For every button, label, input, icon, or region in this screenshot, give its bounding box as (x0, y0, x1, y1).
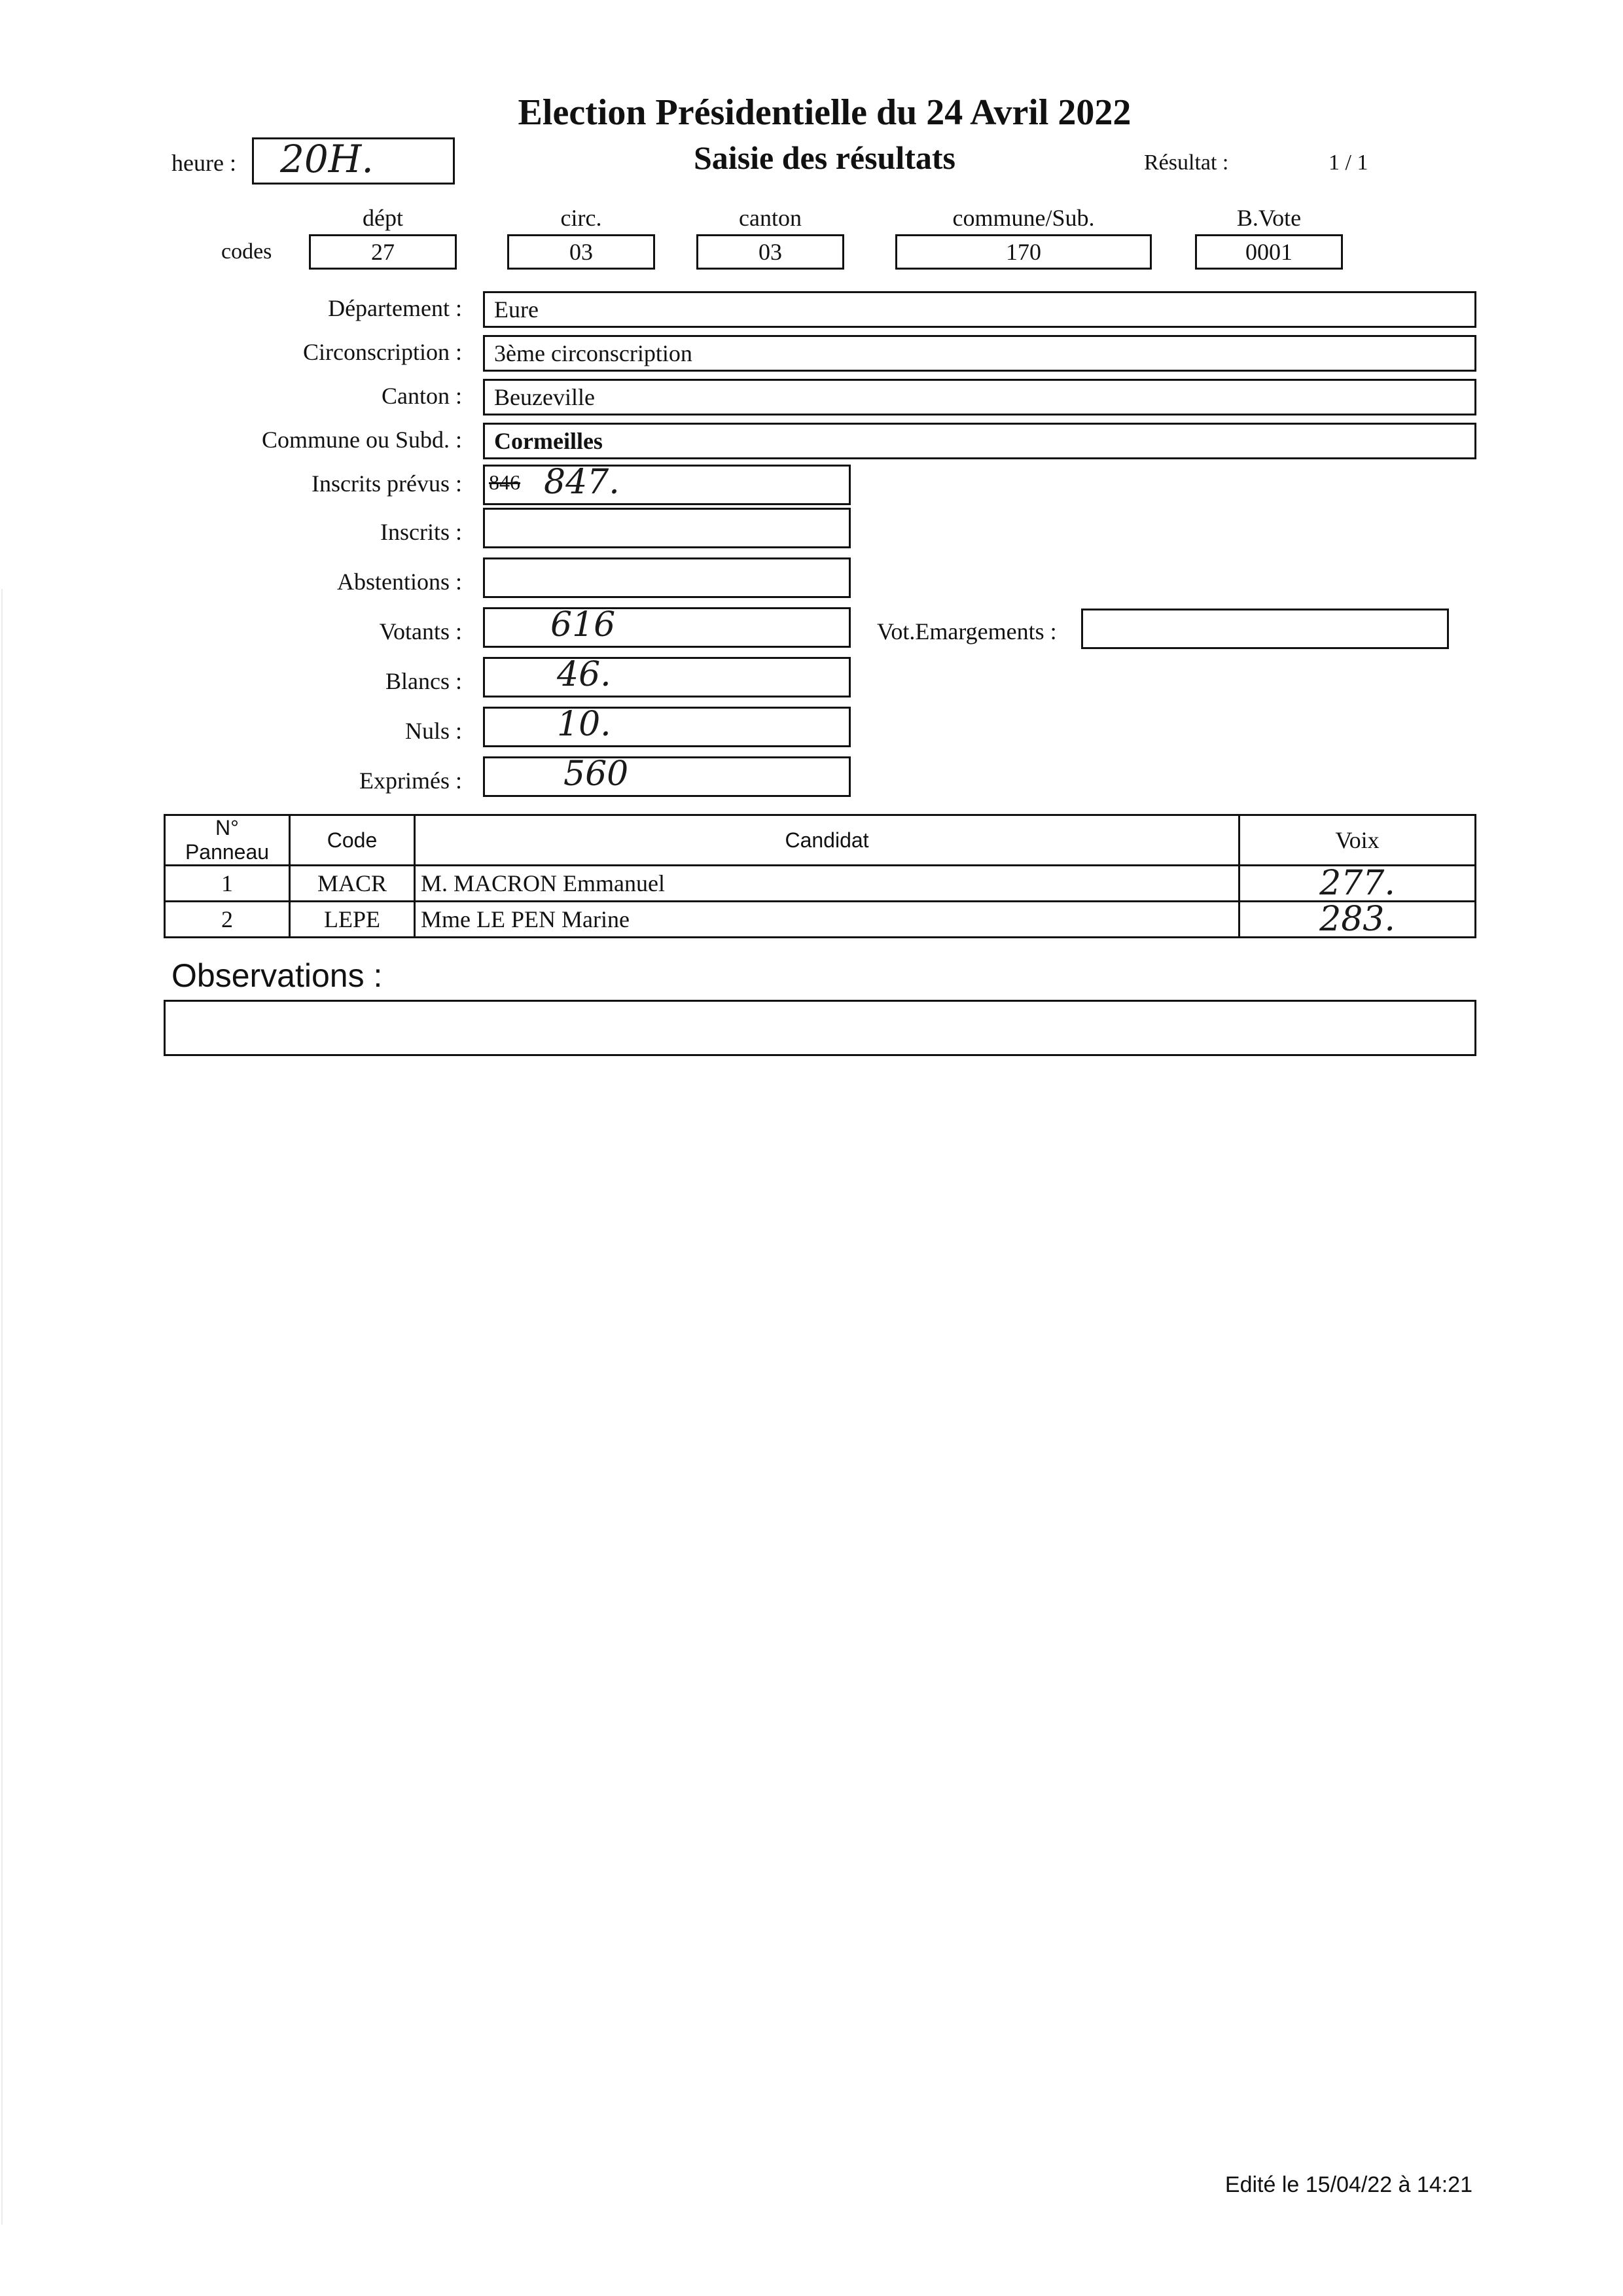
table-header-row (165, 815, 1476, 866)
row-code: LEPE (290, 902, 415, 938)
code-header-canton: canton (739, 205, 802, 231)
votants-field[interactable] (483, 607, 851, 648)
exprimes-value: 560 (563, 754, 629, 794)
canton-label: Canton : (382, 383, 462, 409)
page-title: Election Présidentielle du 24 Avril 2022 (518, 92, 1132, 133)
inscrits-field[interactable] (483, 508, 851, 548)
votants-value: 616 (550, 605, 616, 645)
row-voix-field[interactable]: 283. (1240, 902, 1476, 938)
col-header-voix: Voix (1240, 815, 1476, 866)
row-candidat: M. MACRON Emmanuel (415, 866, 1240, 902)
circonscription-field[interactable]: 3ème circonscription (483, 335, 1476, 372)
heure-field[interactable] (252, 137, 455, 185)
heure-label: heure : (171, 150, 236, 176)
col-header-panneau: N° Panneau (165, 815, 290, 866)
row-voix-field[interactable]: 277. (1240, 866, 1476, 902)
scan-edge (1, 589, 3, 2225)
code-commune-field[interactable]: 170 (895, 234, 1152, 270)
heure-value: 20H. (280, 137, 374, 181)
edited-timestamp: Edité le 15/04/22 à 14:21 (1224, 2172, 1472, 2197)
exprimes-label: Exprimés : (359, 768, 462, 794)
code-header-circ: circ. (560, 205, 602, 231)
nuls-value: 10. (557, 705, 611, 744)
row-candidat: Mme LE PEN Marine (415, 902, 1240, 938)
col-header-candidat: Candidat (415, 815, 1240, 866)
col-header-code: Code (290, 815, 415, 866)
code-bvote-field[interactable]: 0001 (1195, 234, 1343, 270)
nuls-field[interactable] (483, 707, 851, 747)
row-panneau: 1 (165, 866, 290, 902)
exprimes-field[interactable] (483, 756, 851, 797)
inscrits-prevus-field[interactable] (483, 465, 851, 505)
circonscription-label: Circonscription : (303, 339, 462, 365)
abstentions-field[interactable] (483, 557, 851, 598)
vot-emargements-field[interactable] (1081, 609, 1449, 649)
canton-field[interactable]: Beuzeville (483, 379, 1476, 415)
code-canton-field[interactable]: 03 (696, 234, 844, 270)
inscrits-prevus-hand-value: 847. (544, 463, 620, 502)
row-panneau: 2 (165, 902, 290, 938)
code-header-dept: dépt (363, 205, 403, 231)
row-code: MACR (290, 866, 415, 902)
resultat-label: Résultat : (1144, 150, 1229, 175)
code-header-commune: commune/Sub. (952, 205, 1095, 231)
code-dept-field[interactable]: 27 (309, 234, 457, 270)
inscrits-label: Inscrits : (380, 519, 462, 545)
observations-field[interactable] (164, 1000, 1476, 1056)
blancs-value: 46. (557, 655, 611, 694)
blancs-label: Blancs : (385, 668, 462, 694)
code-circ-field[interactable]: 03 (507, 234, 655, 270)
table-row (165, 902, 1476, 938)
departement-field[interactable]: Eure (483, 291, 1476, 328)
commune-label: Commune ou Subd. : (261, 427, 462, 453)
candidates-table (164, 814, 1476, 938)
departement-label: Département : (328, 295, 462, 321)
inscrits-prevus-printed-value: 846 (489, 470, 520, 494)
commune-field[interactable]: Cormeilles (483, 423, 1476, 459)
votants-label: Votants : (379, 618, 462, 645)
blancs-field[interactable] (483, 657, 851, 698)
vot-emargements-label: Vot.Emargements : (877, 618, 1057, 645)
page-subtitle: Saisie des résultats (694, 139, 955, 176)
code-header-bvote: B.Vote (1236, 205, 1302, 231)
resultat-value: 1 / 1 (1329, 150, 1368, 175)
observations-label: Observations : (171, 957, 383, 994)
codes-label: codes (221, 239, 272, 264)
abstentions-label: Abstentions : (336, 569, 462, 595)
nuls-label: Nuls : (404, 718, 462, 744)
table-row (165, 866, 1476, 902)
inscrits-prevus-label: Inscrits prévus : (312, 470, 462, 497)
